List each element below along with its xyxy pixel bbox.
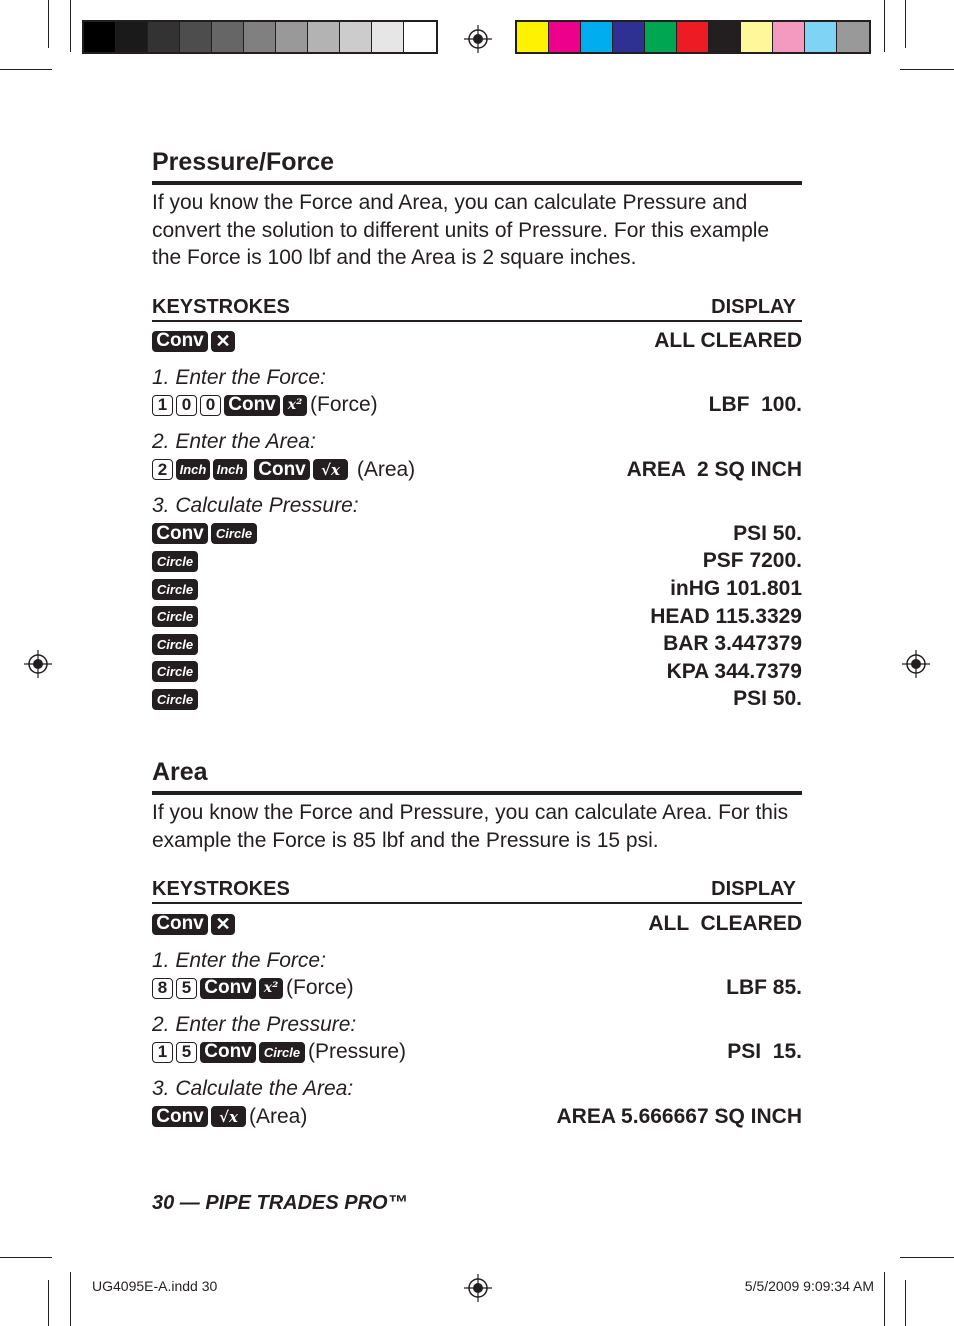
step-label: 2. Enter the Pressure: xyxy=(152,1013,357,1036)
table-header xyxy=(152,294,802,320)
one-key: 1 xyxy=(152,1042,173,1063)
color-swatch xyxy=(340,22,372,52)
circle-key: Circle xyxy=(259,1042,305,1063)
key-note: (Force) xyxy=(310,393,378,417)
result-row xyxy=(152,686,802,714)
display-value: KPA 344.7379 xyxy=(666,659,802,683)
eight-key: 8 xyxy=(152,978,173,999)
keystrokes xyxy=(152,393,378,417)
clear-row xyxy=(152,910,802,938)
color-swatch xyxy=(613,22,645,52)
display-value: PSI 15. xyxy=(727,1040,802,1064)
result-row xyxy=(152,520,802,548)
registration-mark-icon xyxy=(902,650,930,678)
two-key: 2 xyxy=(152,459,173,480)
sqrt-key: √x xyxy=(313,459,348,480)
result-row xyxy=(152,658,802,686)
clear-key: ✕ xyxy=(211,914,235,935)
registration-mark-icon xyxy=(24,650,52,678)
keystrokes xyxy=(152,914,235,935)
conv-key: Conv xyxy=(152,914,208,935)
page-footer: 30 — PIPE TRADES PRO™ xyxy=(152,1192,408,1214)
pressure-force-section xyxy=(152,145,802,713)
display-value: PSF 7200. xyxy=(702,549,802,573)
display-value: BAR 3.447379 xyxy=(663,632,802,656)
color-swatch xyxy=(148,22,180,52)
display-value: PSI 50. xyxy=(733,687,802,711)
page-content xyxy=(152,145,802,1130)
key-note: (Area) xyxy=(351,457,416,481)
step-label: 1. Enter the Force: xyxy=(152,948,326,972)
step-row xyxy=(152,1103,802,1131)
display-value: inHG 101.801 xyxy=(670,577,802,601)
color-swatch xyxy=(372,22,404,52)
registration-mark-icon xyxy=(464,25,492,53)
result-row xyxy=(152,630,802,658)
five-key: 5 xyxy=(176,1042,197,1063)
display-value: PSI 50. xyxy=(733,521,802,545)
display-value: LBF 85. xyxy=(726,976,802,1000)
step-label: 3. Calculate the Area: xyxy=(152,1077,354,1101)
step-row xyxy=(152,392,802,420)
step-row xyxy=(152,456,802,484)
header-rule xyxy=(152,902,802,904)
color-swatch xyxy=(276,22,308,52)
inch-key: Inch xyxy=(176,459,210,480)
header-rule xyxy=(152,320,802,322)
circle-key: Circle xyxy=(152,661,198,682)
color-swatch xyxy=(645,22,677,52)
color-swatch xyxy=(709,22,741,52)
color-swatch xyxy=(116,22,148,52)
color-bar xyxy=(515,20,871,54)
key-note: (Force) xyxy=(286,976,354,1000)
circle-key: Circle xyxy=(152,579,198,600)
color-swatch xyxy=(244,22,276,52)
display-header: DISPLAY xyxy=(711,878,796,901)
step-label: 3. Calculate Pressure: xyxy=(152,494,359,518)
title-rule xyxy=(152,791,802,795)
registration-mark-icon xyxy=(464,1274,492,1302)
keystrokes-header: KEYSTROKES xyxy=(152,878,290,901)
color-swatch xyxy=(677,22,709,52)
keystrokes xyxy=(152,689,198,710)
keystrokes xyxy=(152,976,354,1000)
keystrokes xyxy=(152,551,198,572)
one-key: 1 xyxy=(152,395,173,416)
circle-key: Circle xyxy=(152,551,198,572)
display-value: AREA 5.666667 SQ INCH xyxy=(556,1104,802,1128)
clear-key: ✕ xyxy=(211,331,235,352)
section-intro: If you know the Force and Area, you can calculate Pressure and convert the solution to different units of Pressure. For this example the Force is 100 lbf and the Area is 2 square inches. xyxy=(152,191,770,269)
display-value: AREA 2 SQ INCH xyxy=(626,457,802,481)
keystrokes xyxy=(152,1040,406,1064)
keystrokes xyxy=(152,634,198,655)
circle-key: Circle xyxy=(152,689,198,710)
section-title: Pressure/Force xyxy=(152,148,335,176)
keystrokes xyxy=(152,1105,307,1129)
color-swatch xyxy=(84,22,116,52)
display-value: LBF 100. xyxy=(708,393,802,417)
conv-key: Conv xyxy=(254,459,310,480)
grayscale-bar xyxy=(82,20,438,54)
color-swatch xyxy=(837,22,869,52)
key-note: (Pressure) xyxy=(308,1040,407,1064)
step-row xyxy=(152,974,802,1002)
keystrokes xyxy=(152,606,198,627)
keystrokes xyxy=(152,579,198,600)
conv-key: Conv xyxy=(152,331,208,352)
color-swatch xyxy=(404,22,436,52)
conv-key: Conv xyxy=(152,523,208,544)
color-swatch xyxy=(549,22,581,52)
step-label: 1. Enter the Force: xyxy=(152,366,326,390)
x-squared-key: x² xyxy=(259,978,283,999)
keystrokes xyxy=(152,661,198,682)
slug-file: UG4095E-A.indd 30 xyxy=(92,1278,218,1294)
result-row xyxy=(152,548,802,576)
color-swatch xyxy=(212,22,244,52)
five-key: 5 xyxy=(176,978,197,999)
result-row xyxy=(152,603,802,631)
keystrokes xyxy=(152,523,257,544)
area-section xyxy=(152,755,802,1130)
display-value: HEAD 115.3329 xyxy=(650,604,802,628)
display-value: ALL CLEARED xyxy=(654,329,802,353)
section-intro: If you know the Force and Pressure, you can calculate Area. For this example the Force is 85 lbf and the Pressure is 15 psi. xyxy=(152,801,789,852)
section-title: Area xyxy=(152,758,208,787)
inch-key: Inch xyxy=(213,459,247,480)
zero-key: 0 xyxy=(176,395,197,416)
conv-key: Conv xyxy=(224,395,280,416)
color-swatch xyxy=(805,22,837,52)
table-header xyxy=(152,876,802,902)
sqrt-key: √x xyxy=(211,1106,246,1127)
keystrokes xyxy=(152,331,235,352)
conv-key: Conv xyxy=(152,1106,208,1127)
conv-key: Conv xyxy=(200,978,256,999)
color-swatch xyxy=(581,22,613,52)
title-rule xyxy=(152,181,802,185)
step-label: 2. Enter the Area: xyxy=(152,430,316,454)
color-swatch xyxy=(517,22,549,52)
circle-key: Circle xyxy=(211,523,257,544)
display-header: DISPLAY xyxy=(711,295,796,318)
clear-row xyxy=(152,328,802,356)
key-note: (Area) xyxy=(249,1104,308,1128)
circle-key: Circle xyxy=(152,606,198,627)
circle-key: Circle xyxy=(152,634,198,655)
keystrokes-header: KEYSTROKES xyxy=(152,295,290,318)
x-squared-key: x² xyxy=(283,395,307,416)
color-swatch xyxy=(741,22,773,52)
color-swatch xyxy=(308,22,340,52)
keystrokes xyxy=(152,458,415,482)
slug-date: 5/5/2009 9:09:34 AM xyxy=(744,1278,874,1294)
color-swatch xyxy=(773,22,805,52)
display-value: ALL CLEARED xyxy=(648,912,802,936)
zero-key: 0 xyxy=(200,395,221,416)
result-row xyxy=(152,575,802,603)
step-row xyxy=(152,1039,802,1067)
conv-key: Conv xyxy=(200,1042,256,1063)
color-swatch xyxy=(180,22,212,52)
